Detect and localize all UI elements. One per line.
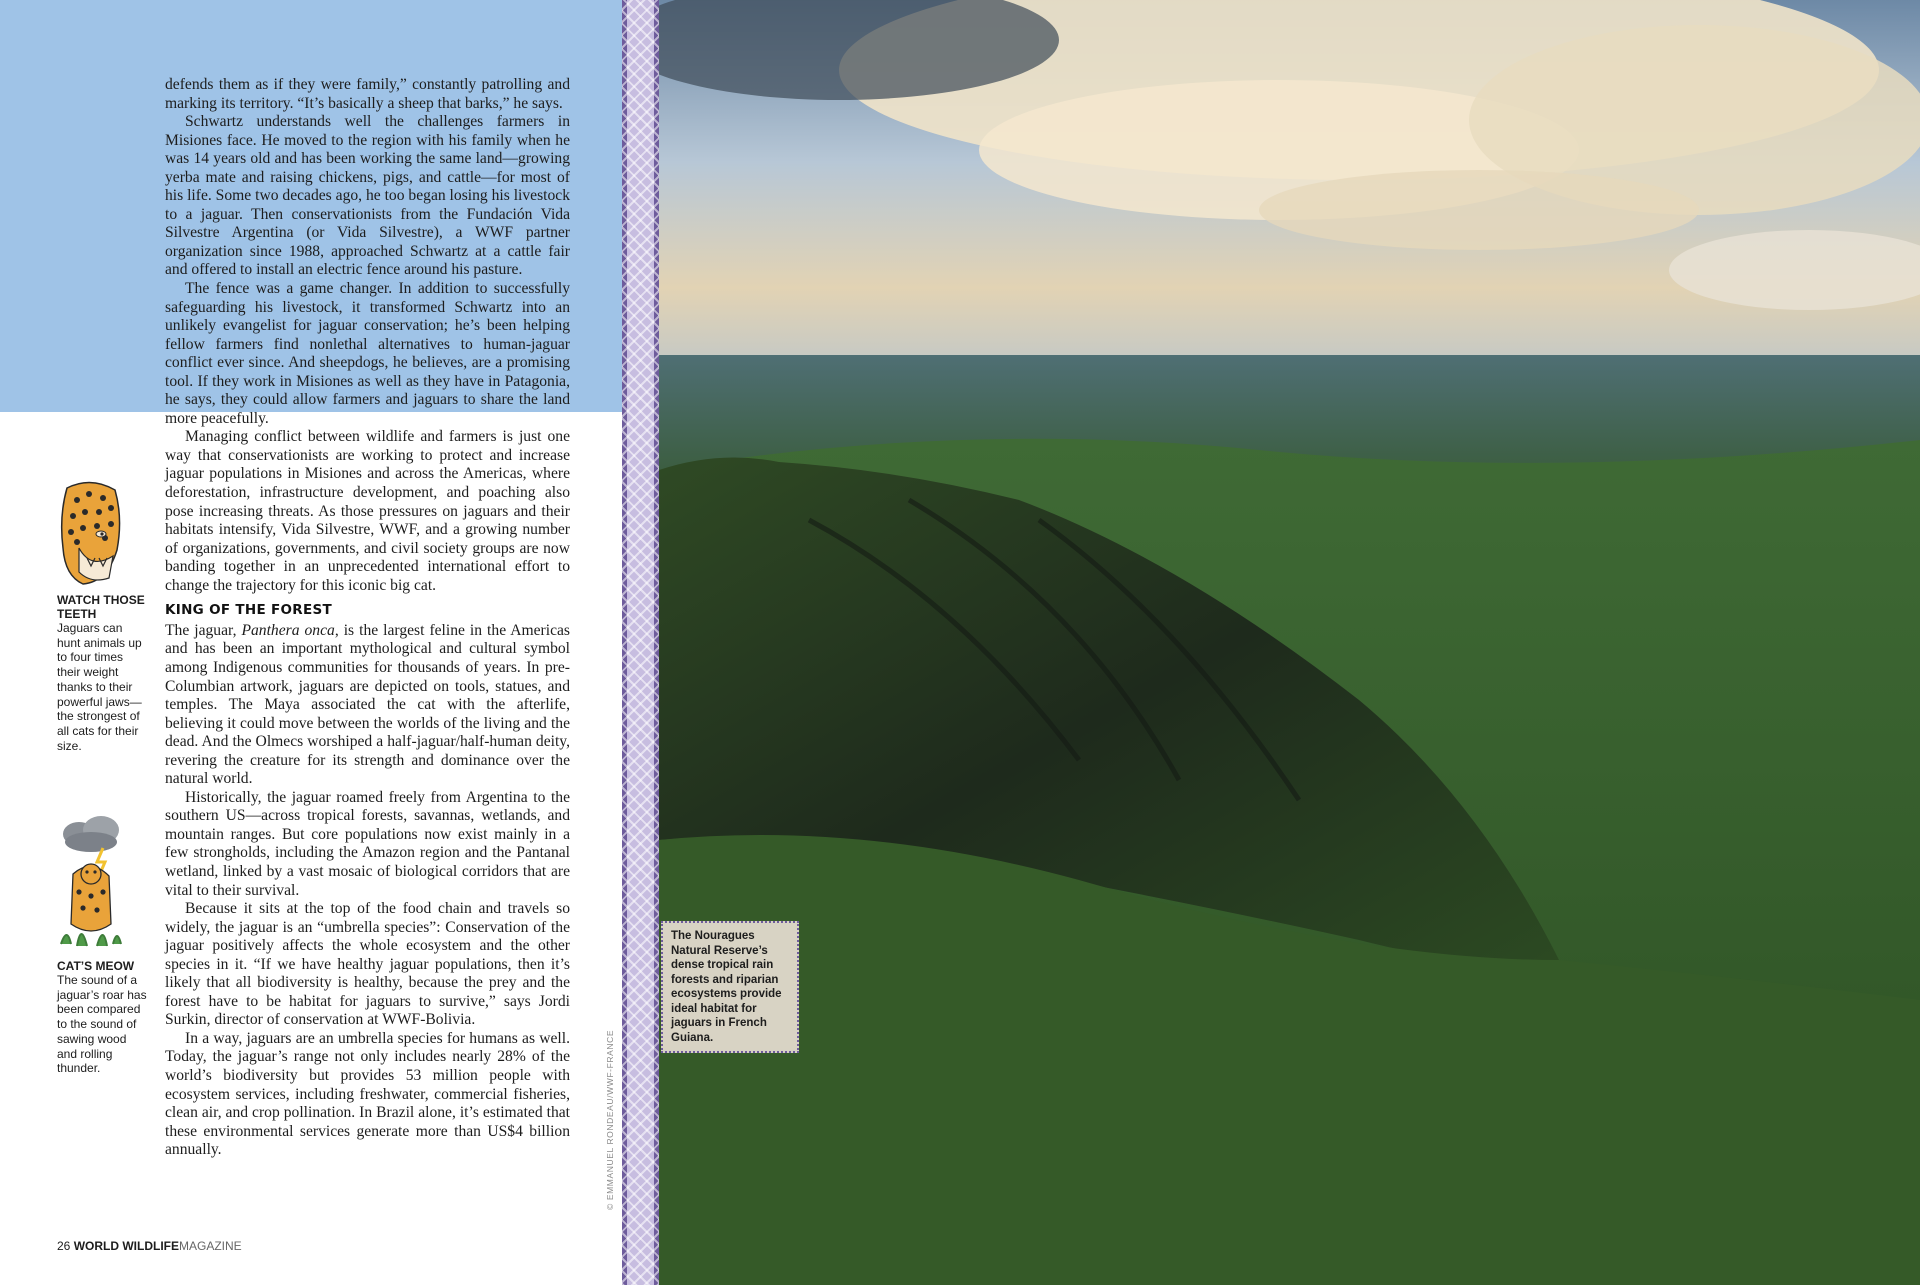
sidebar-body: The sound of a jaguar’s roar has been compared to the sound of sawing wood and rolling thunder.: [57, 973, 147, 1076]
species-name: Panthera onca: [241, 621, 335, 639]
paragraph: Managing conflict between wildlife and farmers is just one way that conservationists are working to protect and increase jaguar populations in Misiones and across the Americas, where deforestation, infrastructure development, and poaching also pose increasing threats. As those pressures on jaguars and their habitats intensify, Vida Silvestre, WWF, and a growing number of organizations, governments, and civil society groups are now banding together in an unprecedented international effort to change the trajectory for this iconic big cat.: [165, 428, 570, 594]
jaguar-head-icon: [57, 478, 125, 588]
paragraph: Historically, the jaguar roamed freely from Argentina to the southern US—across tropical forests, savannas, wetlands, and mountain ranges. But core populations now exist mainly in a few strongholds, including the Amazon region and the Pantanal wetland, linked by a vast mosaic of biological corridors that are vital to their survival.: [165, 788, 570, 899]
paragraph: Schwartz understands well the challenges farmers in Misiones face. He moved to the region with his family when he was 14 years old and has been working the same land—growing yerba mate and raising chickens, pigs, and cattle—for most of his life. Some two decades ago, he too began losing his livestock to a jaguar. Then conservationists from the Fundación Vida Silvestre Argentina (or Vida Silvestre), a WWF partner organization since 1988, approached Schwartz at a cattle fair and offered to install an electric fence around his pasture.: [165, 113, 570, 279]
photo-caption: The Nouragues Natural Reserve’s dense tropical rain forests and riparian ecosystems provide ideal habitat for jaguars in French Guiana.: [661, 921, 799, 1053]
jaguar-storm-icon: [57, 814, 125, 954]
sidebar-title: CAT’S MEOW: [57, 959, 135, 973]
paragraph: defends them as if they were family,” constantly patrolling and marking its territory. “It’s basically a sheep that barks,” he says.: [165, 76, 570, 112]
decorative-divider-band: [622, 0, 659, 1285]
magazine-name: WORLD WILDLIFE: [73, 1239, 180, 1253]
article-body: [165, 76, 570, 1160]
photo-credit: © EMMANUEL RONDEAU/WWF-FRANCE: [605, 1029, 615, 1210]
page-footer: [57, 1239, 242, 1253]
magazine-suffix: MAGAZINE: [179, 1239, 242, 1253]
aerial-rainforest-photo: [659, 0, 1920, 1285]
paragraph: Because it sits at the top of the food chain and travels so widely, the jaguar is an “umbrella species”: Conservation of the jaguar positively affects the whole ecosystem and the other species in it. “If we have healthy jaguar populations, then it’s likely that all biodiversity is healthy, because the prey and the forest have to be habitat for jaguars to survive,” says Jordi Surkin, director of conservation at WWF-Bolivia.: [165, 900, 570, 1029]
sidebar-note-teeth: [57, 478, 147, 753]
page-number: 26: [57, 1239, 71, 1253]
sidebar-body: Jaguars can hunt animals up to four times their weight thanks to their powerful jaws—the strongest of all cats for their size.: [57, 621, 142, 753]
paragraph: [165, 622, 570, 789]
paragraph: In a way, jaguars are an umbrella species for humans as well. Today, the jaguar’s range not only includes nearly 28% of the world’s biodiversity but provides 53 million people with ecosystem services, including freshwater, commercial fisheries, clean air, and crop pollination. In Brazil alone, it’s estimated that these environmental services generate more than US$4 billion annually.: [165, 1029, 570, 1159]
section-heading: KING OF THE FOREST: [165, 602, 333, 619]
paragraph-text: The jaguar,: [165, 621, 242, 639]
paragraph: The fence was a game changer. In addition to successfully safeguarding his livestock, it transformed Schwartz into an unlikely evangelist for jaguar conservation; he’s been helping fellow farmers find nonlethal alternatives to human-jaguar conflict ever since. And sheepdogs, he believes, are a promising tool. If they work in Misiones as well as they have in Patagonia, he says, they could allow farmers and jaguars to share the land more peacefully.: [165, 280, 570, 427]
sidebar-note-roar: [57, 814, 147, 1076]
paragraph-text: , is the largest feline in the Americas and has been an important mythological and cultural symbol among Indigenous communities for thousands of years. In pre-Columbian artwork, jaguars are depicted on tools, statues, and temples. The Maya associated the cat with the afterlife, believing it could move between the worlds of the living and the dead. And the Olmecs worshiped a half-jaguar/half-human deity, revering the creature for its strength and dominance over the natural world.: [165, 621, 570, 788]
sidebar-title: WATCH THOSE TEETH: [57, 593, 145, 621]
